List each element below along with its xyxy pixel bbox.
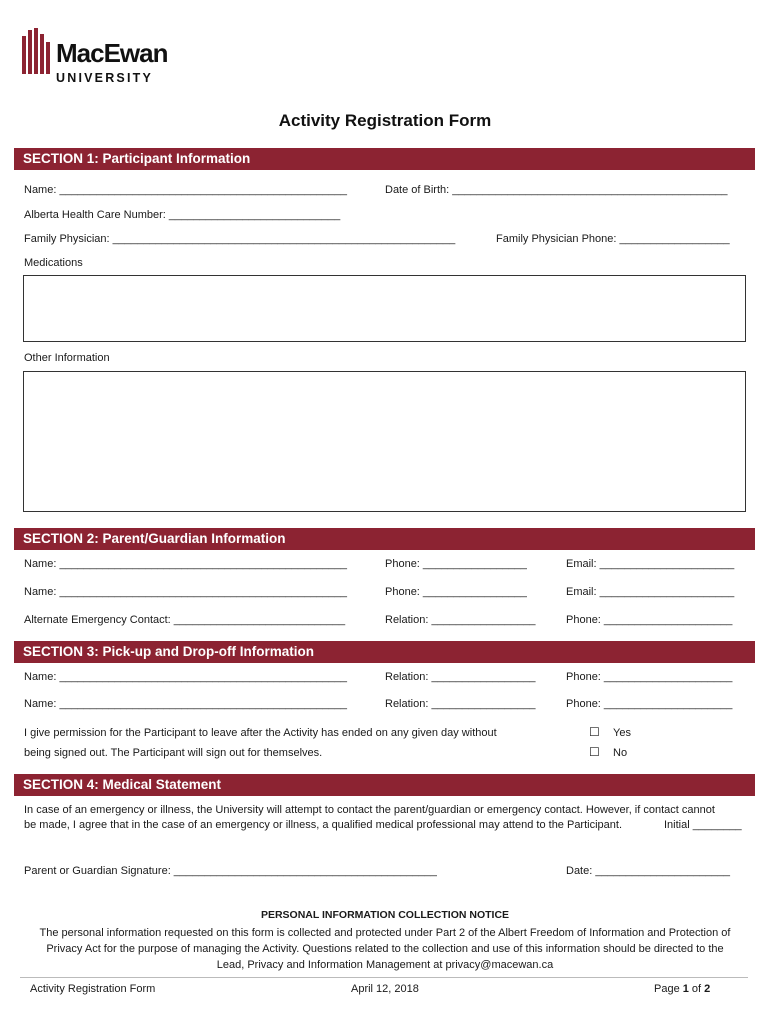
- notice-line-2: Privacy Act for the purpose of managing the Activity. Questions related to the collection and use of this information should be directed to the: [46, 943, 724, 955]
- section-3-header: SECTION 3: Pick-up and Drop-off Information: [14, 641, 755, 663]
- macewan-logo-mark-icon: [22, 28, 52, 76]
- date-of-birth-field[interactable]: Date of Birth: _____________________________________________: [385, 184, 728, 196]
- logo-wordmark: MacEwan: [56, 38, 168, 68]
- pickup-2-relation-field[interactable]: Relation: _________________: [385, 698, 536, 710]
- medical-statement-line-2: be made, I agree that in the case of an emergency or illness, a qualified medical professional may attend to the Participant.: [24, 819, 623, 831]
- alternate-phone-field[interactable]: Phone: _____________________: [566, 614, 733, 626]
- pickup-1-name-field[interactable]: Name: _______________________________________________: [24, 671, 347, 683]
- page-prefix: Page: [654, 983, 683, 995]
- initial-field[interactable]: Initial ________: [664, 819, 742, 831]
- no-checkbox[interactable]: ☐: [589, 745, 600, 759]
- yes-checkbox[interactable]: ☐: [589, 725, 600, 739]
- footer-divider: [20, 977, 748, 978]
- notice-heading: PERSONAL INFORMATION COLLECTION NOTICE: [260, 909, 510, 921]
- alternate-contact-field[interactable]: Alternate Emergency Contact: ____________________________: [24, 614, 346, 626]
- notice-line-3: Lead, Privacy and Information Management at privacy@macewan.ca: [216, 959, 554, 971]
- section-2-header: SECTION 2: Parent/Guardian Information: [14, 528, 755, 550]
- guardian-1-phone-field[interactable]: Phone: _________________: [385, 558, 527, 570]
- logo-subtitle: UNIVERSITY: [56, 71, 154, 85]
- page-total: 2: [704, 983, 711, 995]
- page-number: [654, 983, 710, 995]
- pickup-1-relation-field[interactable]: Relation: _________________: [385, 671, 536, 683]
- medical-statement-line-1: In case of an emergency or illness, the University will attempt to contact the parent/guardian or emergency contact. However, if contact cannot: [24, 804, 715, 816]
- page-mid: of: [688, 983, 705, 995]
- signature-date-field[interactable]: Date: ______________________: [566, 865, 730, 877]
- notice-line-1: The personal information requested on this form is collected and protected under Part 2 of the Albert Freedom of Information and Protection of: [39, 927, 731, 939]
- guardian-2-name-field[interactable]: Name: _______________________________________________: [24, 586, 347, 598]
- family-physician-field[interactable]: Family Physician: ________________________________________________________: [24, 233, 456, 245]
- page-current: 1: [682, 983, 689, 995]
- other-information-label: Other Information: [24, 352, 110, 364]
- pickup-2-phone-field[interactable]: Phone: _____________________: [566, 698, 733, 710]
- yes-label: Yes: [613, 727, 631, 739]
- macewan-logo: [22, 28, 182, 88]
- footer-date: April 12, 2018: [351, 983, 419, 995]
- section-4-header: SECTION 4: Medical Statement: [14, 774, 755, 796]
- medications-textarea[interactable]: [23, 275, 746, 342]
- other-information-textarea[interactable]: [23, 371, 746, 512]
- health-care-number-field[interactable]: Alberta Health Care Number: ____________________________: [24, 209, 341, 221]
- guardian-1-name-field[interactable]: Name: _______________________________________________: [24, 558, 347, 570]
- guardian-1-email-field[interactable]: Email: ______________________: [566, 558, 735, 570]
- physician-phone-field[interactable]: Family Physician Phone: __________________: [496, 233, 730, 245]
- permission-text-line-2: being signed out. The Participant will sign out for themselves.: [24, 747, 323, 759]
- guardian-2-phone-field[interactable]: Phone: _________________: [385, 586, 527, 598]
- alternate-relation-field[interactable]: Relation: _________________: [385, 614, 536, 626]
- page-title: Activity Registration Form: [278, 111, 492, 130]
- footer-form-name: Activity Registration Form: [30, 983, 156, 995]
- pickup-1-phone-field[interactable]: Phone: _____________________: [566, 671, 733, 683]
- no-label: No: [613, 747, 628, 759]
- section-1-header: SECTION 1: Participant Information: [14, 148, 755, 170]
- permission-text-line-1: I give permission for the Participant to leave after the Activity has ended on any given day without: [24, 727, 497, 739]
- guardian-2-email-field[interactable]: Email: ______________________: [566, 586, 735, 598]
- participant-name-field[interactable]: Name: _______________________________________________: [24, 184, 347, 196]
- pickup-2-name-field[interactable]: Name: _______________________________________________: [24, 698, 347, 710]
- medications-label: Medications: [24, 257, 83, 269]
- guardian-signature-field[interactable]: Parent or Guardian Signature: ___________________________________________: [24, 865, 437, 877]
